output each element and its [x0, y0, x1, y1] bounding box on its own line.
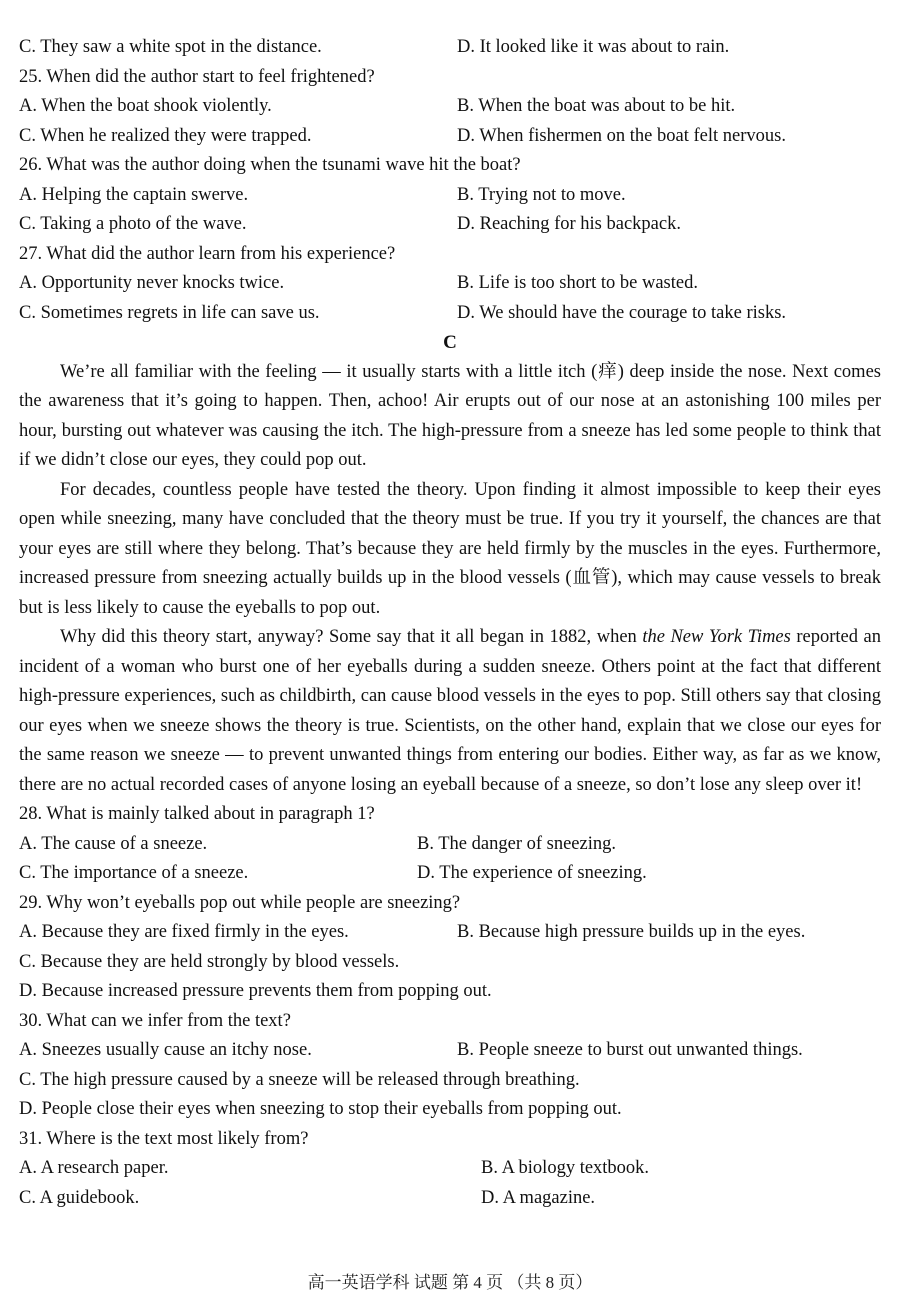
q30-question: 30. What can we infer from the text? [19, 1010, 291, 1031]
q31-question: 31. Where is the text most likely from? [19, 1128, 309, 1149]
paragraph-3-text-end: reported an incident of a woman who burst one of her eyeballs during a sudden sneeze. Others point at the fact that different high-pressure experiences, such as childbirth, can cause blood vessels in the eyes to pop. Still others say that closing our eyes when we sneeze shows the theory is true. Scientists, on the other hand, explain that we close our eyes for the same reason we sneeze — to prevent unwanted things from entering our bodies. Either way, as far as we know, there are no actual recorded cases of anyone losing an eyeball because of a sneeze, so don’t lose any sleep over it! [19, 627, 881, 795]
q27-option-c: C. Sometimes regrets in life can save us. [19, 302, 320, 323]
q25-option-a: A. When the boat shook violently. [19, 96, 272, 116]
q26-option-c: C. Taking a photo of the wave. [19, 214, 247, 234]
q30-options-ab [19, 1036, 881, 1066]
q26-options-cd [19, 210, 881, 240]
q26-option-b: B. Trying not to move. [457, 184, 626, 205]
q31-options-cd [19, 1184, 881, 1214]
q29-options-ab [19, 918, 881, 948]
q24-option-d: D. It looked like it was about to rain. [457, 37, 730, 57]
section-heading-c: C [443, 332, 457, 353]
page-content [19, 33, 881, 1213]
q28-option-d: D. The experience of sneezing. [417, 863, 647, 883]
q27-option-b: B. Life is too short to be wasted. [457, 273, 698, 293]
q25-question: 25. When did the author start to feel frightened? [19, 66, 375, 87]
q26-option-a: A. Helping the captain swerve. [19, 184, 249, 205]
q24-options-cd [19, 33, 881, 63]
q29-option-b: B. Because high pressure builds up in the eyes. [457, 922, 806, 942]
q30-option-c: C. The high pressure caused by a sneeze will be released through breathing. [19, 1069, 580, 1090]
newspaper-title: the New York Times [642, 627, 791, 647]
q26-question: 26. What was the author doing when the tsunami wave hit the boat? [19, 155, 521, 175]
q26-options-ab [19, 181, 881, 211]
q25-option-d: D. When fishermen on the boat felt nervous. [457, 125, 786, 146]
passage-paragraph-2: For decades, countless people have tested the theory. Upon finding it almost impossible to keep their eyes open while sneezing, many have concluded that the theory must be true. If you try it yourself, the chances are that your eyes are still where they belong. That’s because they are held firmly by the muscles in the eyes. Furthermore, increased pressure from sneezing actually builds up in the blood vessels (血管), which may cause vessels to break but is less likely to cause the eyeballs to pop out. [19, 479, 881, 618]
paragraph-3-text-start: Why did this theory start, anyway? Some say that it all began in 1882, when [60, 627, 643, 647]
q27-option-d: D. We should have the courage to take risks. [457, 302, 787, 323]
q25-options-ab [19, 92, 881, 122]
q30-option-b: B. People sneeze to burst out unwanted things. [457, 1040, 803, 1060]
q27-option-a: A. Opportunity never knocks twice. [19, 273, 285, 293]
q29-option-c: C. Because they are held strongly by blood vessels. [19, 951, 400, 972]
q25-option-c: C. When he realized they were trapped. [19, 125, 312, 146]
q29-option-a: A. Because they are fixed firmly in the eyes. [19, 922, 349, 942]
q26-option-d: D. Reaching for his backpack. [457, 214, 681, 234]
q27-question: 27. What did the author learn from his experience? [19, 243, 396, 264]
q27-options-cd [19, 299, 881, 329]
q28-option-c: C. The importance of a sneeze. [19, 863, 249, 883]
q25-option-b: B. When the boat was about to be hit. [457, 96, 736, 116]
q28-question: 28. What is mainly talked about in paragraph 1? [19, 804, 375, 824]
q29-option-d: D. Because increased pressure prevents them from popping out. [19, 981, 492, 1001]
q31-options-ab [19, 1154, 881, 1184]
q28-option-a: A. The cause of a sneeze. [19, 833, 208, 854]
q25-options-cd [19, 122, 881, 152]
q28-options-ab [19, 830, 881, 860]
q29-question: 29. Why won’t eyeballs pop out while people are sneezing? [19, 892, 461, 913]
q30-option-d: D. People close their eyes when sneezing to stop their eyeballs from popping out. [19, 1099, 622, 1119]
q28-option-b: B. The danger of sneezing. [417, 833, 616, 854]
passage-paragraph-3 [19, 623, 881, 800]
q31-option-c: C. A guidebook. [19, 1187, 140, 1208]
q27-options-ab [19, 269, 881, 299]
q28-options-cd [19, 859, 881, 889]
passage-paragraph-1: We’re all familiar with the feeling — it usually starts with a little itch (痒) deep inside the nose. Next comes the awareness that it’s going to happen. Then, achoo! Air erupts out of our nose at an astonishing 100 miles per hour, bursting out whatever was causing the itch. The high-pressure from a sneeze has led some people to think that if we didn’t close our eyes, they could pop out. [19, 361, 881, 470]
page-footer: 高一英语学科 试题 第 4 页 （共 8 页） [307, 1273, 593, 1292]
q30-option-a: A. Sneezes usually cause an itchy nose. [19, 1040, 312, 1060]
q31-option-b: B. A biology textbook. [481, 1158, 650, 1178]
q31-option-a: A. A research paper. [19, 1158, 169, 1178]
q31-option-d: D. A magazine. [481, 1187, 596, 1208]
q24-option-c: C. They saw a white spot in the distance. [19, 37, 322, 57]
